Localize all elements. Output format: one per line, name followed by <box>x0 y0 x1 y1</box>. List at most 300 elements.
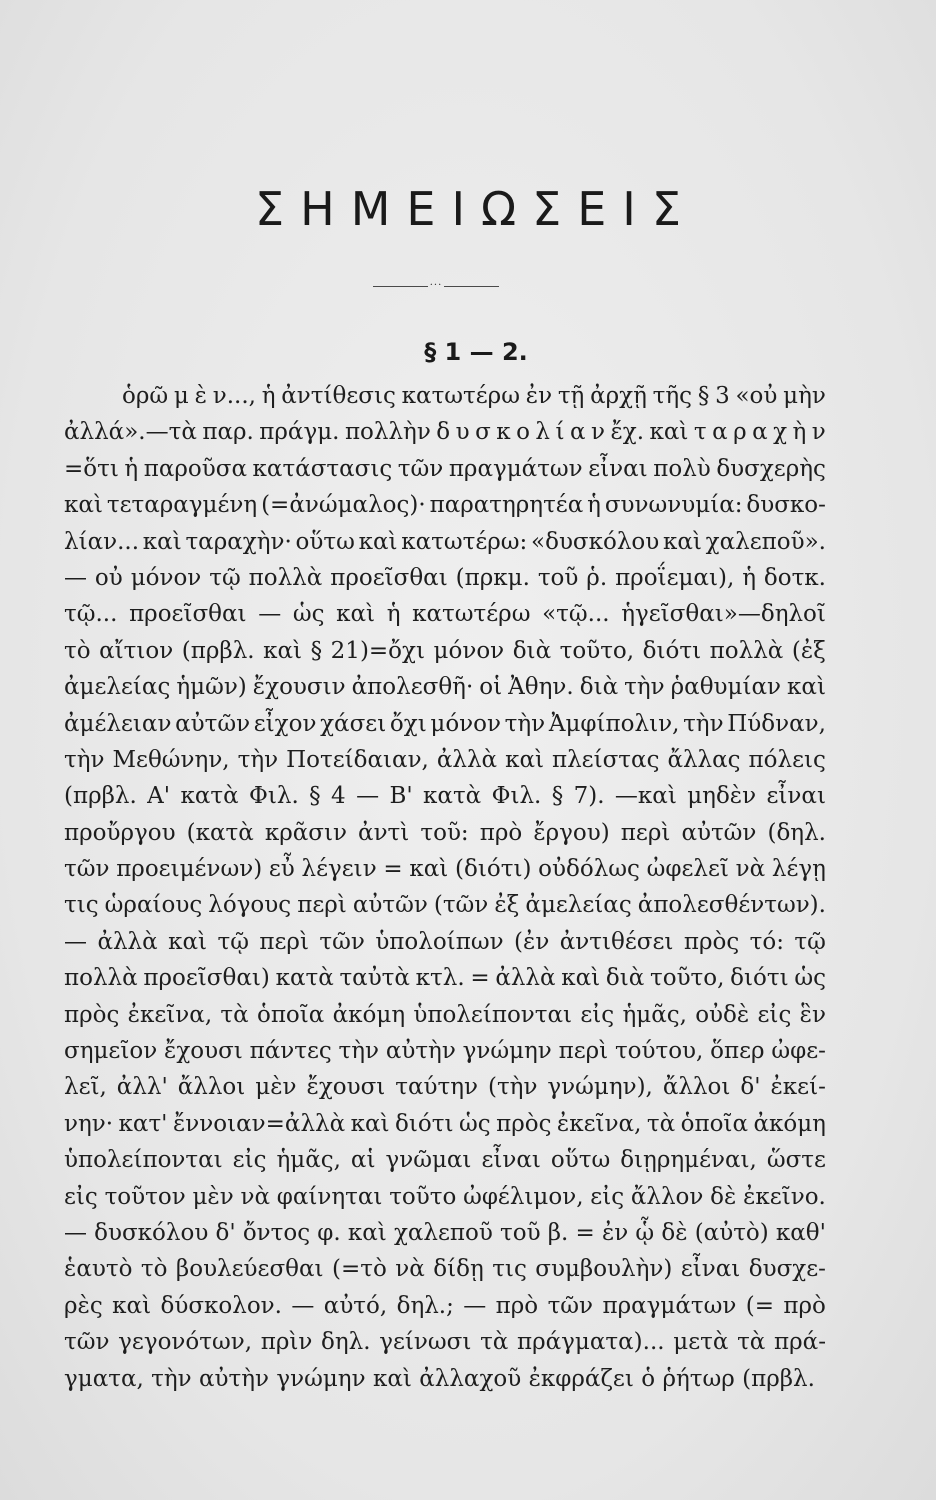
word: τῷ... <box>64 601 118 628</box>
word: ῥ. <box>586 564 608 591</box>
word: ἡμῶν) <box>176 674 247 701</box>
text-line <box>64 378 826 414</box>
word: — <box>258 601 282 628</box>
word: ὡραίους <box>104 892 203 919</box>
word: κατωτέρω <box>412 601 531 628</box>
word: δ' <box>740 1074 761 1101</box>
word: εὖ <box>268 856 295 883</box>
word: δὲ <box>710 1183 737 1210</box>
word: τ <box>693 419 707 446</box>
word: ὁποῖα <box>680 1110 748 1137</box>
word: σημεῖον <box>64 1038 158 1065</box>
word: χ <box>773 419 788 446</box>
word: πρά- <box>774 1329 826 1356</box>
word: ἓν <box>799 1001 826 1028</box>
word: καὶ <box>350 1110 390 1137</box>
word: μὲν <box>192 1183 234 1210</box>
text-line <box>64 742 826 778</box>
word: προΐεμαι), <box>615 564 735 591</box>
word: α <box>752 419 768 446</box>
word: κατὰ <box>180 783 239 810</box>
word: λέγῃ <box>771 856 826 883</box>
word: νὰ <box>240 1183 270 1210</box>
word: διότι <box>642 637 702 664</box>
text-line <box>64 560 826 596</box>
word: ἄλλον <box>630 1183 704 1210</box>
word: 7). <box>573 783 605 810</box>
word: ἐκεῖνα, <box>556 1110 642 1137</box>
word: κατάστασις <box>252 455 393 482</box>
word: ὑπολείπονται <box>413 1001 573 1028</box>
word: (τὴν <box>487 1074 538 1101</box>
word: φ. <box>317 1219 341 1246</box>
word: (ἐξ <box>791 637 826 664</box>
divider-line-right <box>444 286 499 287</box>
word: καὶ <box>663 528 702 555</box>
word: εἰς <box>580 1001 615 1028</box>
title-ornament-divider <box>373 280 499 291</box>
word: (πρκμ. <box>455 564 530 591</box>
word: πρὸ <box>495 1292 539 1319</box>
word: ὡς <box>458 1110 491 1137</box>
word: δυσχε- <box>748 1256 826 1283</box>
word: καὶ <box>358 528 398 555</box>
word: δυσκο- <box>746 492 826 519</box>
word: τῶν <box>64 856 110 883</box>
word: § <box>697 383 710 409</box>
word: ο <box>516 419 530 446</box>
word: (=τὸ <box>332 1256 387 1283</box>
text-line <box>64 960 826 996</box>
word: ν <box>811 419 826 446</box>
word: λόγους <box>208 892 292 919</box>
word: υ <box>455 419 470 446</box>
word: τοῦτον <box>104 1183 186 1210</box>
word: τὴν <box>683 710 724 737</box>
word: ἀντὶ <box>358 819 410 846</box>
divider-dots: ··· <box>429 280 443 291</box>
word: ὠφελεῖ <box>646 856 729 883</box>
word: προὔργου <box>64 819 176 846</box>
word: τὸ <box>140 1256 168 1283</box>
text-line <box>64 1069 826 1105</box>
word: δηλ. <box>321 1329 371 1356</box>
word: καὶ <box>64 492 103 519</box>
word: ἑαυτὸ <box>64 1256 133 1283</box>
word: πρὶν <box>260 1329 313 1356</box>
word: ἡμᾶς, <box>622 1001 687 1028</box>
word: διὰ <box>605 965 645 992</box>
divider-line-left <box>373 286 428 287</box>
word: γνώμην <box>276 1365 366 1392</box>
word: —καὶ <box>614 783 677 810</box>
word: κρᾶσιν <box>264 819 347 846</box>
word: (=ἀνώμαλος)· <box>261 492 426 519</box>
word: τὴν <box>151 1365 192 1392</box>
word: ἀκόμη <box>332 1001 406 1028</box>
word: ἡ <box>124 455 139 482</box>
word: καὶ <box>787 674 826 701</box>
text-line <box>64 887 826 923</box>
text-line <box>64 669 826 705</box>
word: ἔννοιαν=ἀλλὰ <box>172 1110 346 1137</box>
text-line <box>64 596 826 632</box>
text-line <box>64 1033 826 1069</box>
word: τὰ <box>646 1110 676 1137</box>
word: εἰς <box>232 1147 267 1174</box>
word: αὐτὴν <box>385 1038 456 1065</box>
word: ἀλλὰ <box>97 928 158 955</box>
word: ρὲς <box>64 1292 103 1319</box>
word: τῷ <box>794 928 826 955</box>
word: κατωτέρω: <box>401 528 528 555</box>
word: γεγονότων, <box>118 1329 253 1356</box>
text-line <box>64 924 826 960</box>
word: — <box>64 564 87 591</box>
word: ταύτην <box>395 1074 479 1101</box>
word: Ἀθην. <box>508 674 574 701</box>
word: ἀντιθέσει <box>559 928 674 955</box>
word: καὶ <box>409 856 449 883</box>
word: ὄντος <box>242 1219 311 1246</box>
word: χάσει <box>320 710 387 737</box>
word: πραγμάτων <box>602 1292 737 1319</box>
word: ἡγεῖσθαι»—δηλοῖ <box>621 601 826 628</box>
word: ἔχ. <box>610 419 645 446</box>
word: λ <box>535 419 550 446</box>
word: ἐν <box>601 1219 629 1246</box>
word: εἶχον <box>253 710 317 737</box>
word: Ποτείδαιαν, <box>286 746 429 773</box>
word: ὁ <box>641 1365 656 1392</box>
word: δὲ <box>661 1219 688 1246</box>
text-line <box>64 778 826 814</box>
word: τοῦ <box>500 1219 541 1246</box>
word: (δηλ. <box>767 819 826 846</box>
word: φαίνηται <box>276 1183 383 1210</box>
word: ν <box>590 419 605 446</box>
word: τῇ <box>557 383 585 409</box>
word: ὡς <box>794 965 826 992</box>
word: διότι <box>395 1110 454 1137</box>
word: ἐν <box>525 383 553 409</box>
word: (πρβλ. <box>64 783 137 810</box>
word: ἡ <box>261 383 276 409</box>
word: (τῶν <box>433 892 489 919</box>
word: — <box>291 1292 315 1319</box>
word: ταὐτὰ <box>339 965 410 992</box>
page-title: ΣΗΜΕΙΩΣΕΙΣ <box>255 182 697 236</box>
word: ὄχι <box>389 710 427 737</box>
word: ἀκόμη <box>753 1110 826 1137</box>
text-line <box>64 1179 826 1215</box>
word: γματα, <box>64 1365 144 1392</box>
word: αὐτό, <box>323 1292 388 1319</box>
word: τὴν <box>338 1038 380 1065</box>
word: ἀμέλειαν <box>64 710 172 737</box>
word: τῷ <box>217 928 249 955</box>
word: καὶ <box>649 419 689 446</box>
word: ὴ <box>792 419 807 446</box>
word: ἀντίθεσις <box>281 383 396 409</box>
word: οὐ <box>94 564 123 591</box>
word: κατ' <box>118 1110 168 1137</box>
word: εἶναι <box>588 455 648 482</box>
word: — <box>463 1292 487 1319</box>
word: ί <box>555 419 565 446</box>
word: πολλὴν <box>344 419 431 446</box>
word: γνῶμαι <box>385 1147 472 1174</box>
word: ἡ <box>742 564 756 591</box>
word: Μεθώνην, <box>112 746 230 773</box>
word: δίδῃ <box>433 1256 484 1283</box>
word: = <box>470 965 490 992</box>
word: κατωτέρω <box>401 383 520 409</box>
word: ἔχουσιν <box>252 674 346 701</box>
word: παροῦσα <box>143 455 247 482</box>
word: πολλὰ <box>248 564 323 591</box>
word: ὑπολείπονται <box>64 1147 223 1174</box>
word: εἰς <box>757 1001 792 1028</box>
body-text <box>64 378 826 1397</box>
word: ἄλλας <box>667 746 741 773</box>
word: καὶ <box>372 1365 412 1392</box>
text-line <box>64 451 826 487</box>
word: § <box>310 637 323 664</box>
text-line <box>64 851 826 887</box>
word: τούτου, <box>614 1038 704 1065</box>
word: ἄλλοι <box>662 1074 731 1101</box>
word: τὸ <box>64 637 91 664</box>
word: τῶν <box>547 1292 594 1319</box>
word: τὴν <box>237 746 279 773</box>
word: κ <box>496 419 511 446</box>
word: 21)=ὄχι <box>330 637 425 664</box>
word: εἰς <box>64 1183 98 1210</box>
word: ἀλλὰ <box>495 965 556 992</box>
word: καὶ <box>505 746 544 773</box>
word: (= <box>745 1292 774 1319</box>
word: ἀλλ' <box>116 1074 168 1101</box>
word: λίαν... <box>64 528 140 555</box>
word: 4 <box>331 783 346 810</box>
word: τοῦτο, <box>559 637 635 664</box>
word: τό: <box>749 928 784 955</box>
word: δοτκ. <box>763 564 826 591</box>
word: = <box>575 1219 595 1246</box>
word: οὐδὲ <box>695 1001 750 1028</box>
word: εἶναι <box>680 1256 741 1283</box>
word: τὰ <box>480 1329 509 1356</box>
word: καὶ <box>112 1292 152 1319</box>
word: εἰς <box>590 1183 625 1210</box>
word: διὰ <box>512 637 552 664</box>
word: οὐδόλως <box>538 856 640 883</box>
word: μὲν <box>255 1074 297 1101</box>
word: κατὰ <box>275 965 334 992</box>
word: πόλεις <box>748 746 826 773</box>
text-line <box>64 1215 826 1251</box>
word: — <box>356 783 380 810</box>
word: προειμένων) <box>116 856 263 883</box>
text-line <box>64 633 826 669</box>
word: ῥήτωρ <box>662 1365 735 1392</box>
word: τις <box>492 1256 527 1283</box>
word: μ <box>173 383 189 409</box>
word: διῃρημέναι, <box>620 1147 757 1174</box>
word: (πρβλ. <box>181 637 255 664</box>
word: — <box>64 928 87 955</box>
word: ἐκεῖνα, <box>127 1001 213 1028</box>
word: πρὸ <box>479 819 523 846</box>
word: σ <box>475 419 491 446</box>
word: πολλὰ <box>64 965 138 992</box>
word: αἴτιον <box>99 637 174 664</box>
word: βουλεύεσθαι <box>175 1256 324 1283</box>
word: Β' <box>389 783 413 810</box>
word: ἀμελείας <box>64 674 171 701</box>
text-line <box>64 1324 826 1360</box>
word: καὶ <box>336 601 376 628</box>
word: συνωνυμία: <box>604 492 743 519</box>
word: λέγειν <box>301 856 377 883</box>
word: μόνον <box>430 710 501 737</box>
word: ἀπολεσθέντων). <box>637 892 826 919</box>
word: καὶ <box>263 637 303 664</box>
word: πράγμ. <box>259 419 340 446</box>
word: νὰ <box>735 856 766 883</box>
word: ἔχουσι <box>306 1074 386 1101</box>
word: γνώμην <box>462 1038 552 1065</box>
word: νὰ <box>395 1256 425 1283</box>
word: ἐκφράζει <box>528 1365 634 1392</box>
word: πάντες <box>249 1038 332 1065</box>
text-line <box>64 1251 826 1287</box>
word: ἡ <box>386 601 401 628</box>
word: καὶ <box>168 928 208 955</box>
word: κατὰ <box>423 783 482 810</box>
word: διὰ <box>579 674 619 701</box>
word: =ὅτι <box>64 455 119 482</box>
word: (κατὰ <box>186 819 254 846</box>
word: Φιλ. <box>249 783 299 810</box>
word: ἔχουσι <box>163 1038 243 1065</box>
text-line <box>64 1106 826 1142</box>
word: παρ. <box>202 419 254 446</box>
word: προεῖσθαι <box>129 601 247 628</box>
word: § <box>309 783 321 810</box>
word: ἔργου) <box>533 819 610 846</box>
word: ἐξ <box>494 892 520 919</box>
word: λεῖ, <box>64 1074 107 1101</box>
word: — <box>64 1219 87 1246</box>
word: μὴν <box>783 383 826 409</box>
word: «δυσκόλου <box>531 528 660 555</box>
word: τῆς <box>652 383 693 409</box>
word: Φιλ. <box>491 783 542 810</box>
word: ἄλλοι <box>177 1074 246 1101</box>
word: τῷ <box>209 564 241 591</box>
word: μόνον <box>130 564 202 591</box>
word: ὁποῖα <box>256 1001 325 1028</box>
word: Ἀμφίπολιν, <box>548 710 680 737</box>
word: ὠφε- <box>771 1038 826 1065</box>
word: προεῖσθαι <box>330 564 448 591</box>
word: χαλεποῦ». <box>705 528 826 555</box>
word: δυσχερὴς <box>716 455 826 482</box>
word: ὲ <box>194 383 207 409</box>
word: τὴν <box>504 710 546 737</box>
word: ἀμελείας <box>525 892 632 919</box>
word: ὅπερ <box>710 1038 765 1065</box>
word: πρὸ <box>783 1292 826 1319</box>
text-line <box>64 1288 826 1324</box>
word: ἀρχῇ <box>590 383 647 409</box>
section-heading: § 1 — 2. <box>424 338 528 366</box>
word: χαλεποῦ <box>393 1219 493 1246</box>
word: τὴν <box>64 746 105 773</box>
word: δύσκολον. <box>160 1292 282 1319</box>
word: α <box>569 419 586 446</box>
word: διότι <box>730 965 789 992</box>
word: ἐκεῖνο. <box>743 1183 826 1210</box>
word: «τῷ... <box>542 601 610 628</box>
word: «οὐ <box>735 383 778 409</box>
word: γνώμην), <box>547 1074 653 1101</box>
word: δ <box>436 419 451 446</box>
word: τεταραγμένη <box>106 492 258 519</box>
word: τὴν <box>624 674 665 701</box>
word: ὑπολοίπων <box>375 928 504 955</box>
word: τοῦτο, <box>650 965 725 992</box>
word: τῶν <box>64 1329 110 1356</box>
word: δυσκόλου <box>94 1219 209 1246</box>
word: περὶ <box>259 928 309 955</box>
word: οὕτω <box>295 528 355 555</box>
word: τῶν <box>319 928 365 955</box>
word: ταραχὴν· <box>185 528 292 555</box>
word: τοῦ: <box>420 819 469 846</box>
word: 3 <box>715 383 730 409</box>
word: αὐτῶν <box>352 892 428 919</box>
word: δηλ.; <box>396 1292 454 1319</box>
word: τὰ <box>220 1001 249 1028</box>
word: αἱ <box>350 1147 376 1174</box>
word: τοῦ <box>537 564 579 591</box>
word: ρ <box>733 419 747 446</box>
text-line <box>64 1361 826 1397</box>
word: ὡς <box>292 601 325 628</box>
word: πολλὰ <box>709 637 784 664</box>
word: κτλ. <box>415 965 465 992</box>
word: περὶ <box>297 892 347 919</box>
word: (διότι) <box>455 856 532 883</box>
word: τις <box>64 892 99 919</box>
word: μόνον <box>433 637 505 664</box>
word: περὶ <box>620 819 671 846</box>
text-line <box>64 997 826 1033</box>
word: περὶ <box>558 1038 609 1065</box>
word: πραγμάτων <box>448 455 583 482</box>
word: συμβουλὴν) <box>535 1256 673 1283</box>
word: οἱ <box>479 674 503 701</box>
word: αὐτὴν <box>199 1365 270 1392</box>
word: α <box>712 419 728 446</box>
word: ῥαθυμίαν <box>670 674 782 701</box>
word: τὰ <box>737 1329 766 1356</box>
word: τοῦτο <box>389 1183 457 1210</box>
word: (πρβλ. <box>742 1365 815 1392</box>
